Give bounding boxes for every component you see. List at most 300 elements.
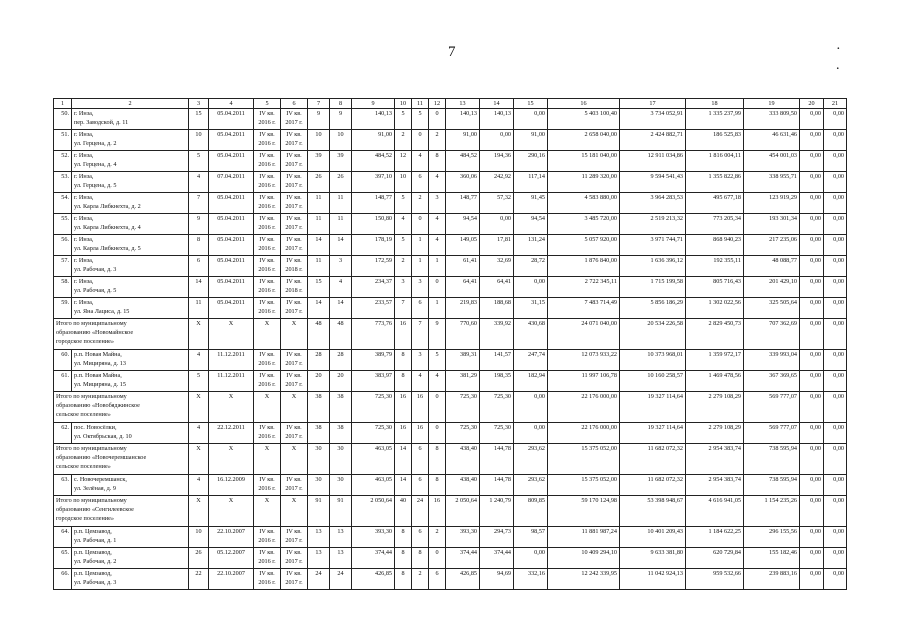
value-cell-c10: 8: [395, 350, 412, 371]
value-cell-c10: 16: [395, 392, 412, 423]
value-cell-c11: 4: [412, 151, 429, 172]
value-cell-c17: 1 636 396,12: [620, 256, 686, 277]
subtotal-label: Итого по муниципальному образованию «Cенгилеевское городское поселение»: [54, 496, 189, 527]
value-cell-c15: 809,85: [514, 496, 548, 527]
value-cell-c21: 0,00: [824, 423, 847, 444]
value-cell-c20: 0,00: [800, 109, 824, 130]
value-cell-c10: 16: [395, 423, 412, 444]
value-cell-c3: 14: [189, 277, 209, 298]
value-cell-c14: 294,73: [480, 527, 514, 548]
value-cell-c16: 15 375 052,00: [548, 475, 620, 496]
value-cell-c10: 3: [395, 277, 412, 298]
value-cell-c20: 0,00: [800, 496, 824, 527]
value-cell-c4: 05.04.2011: [209, 298, 254, 319]
value-cell-c4: X: [209, 496, 254, 527]
value-cell-c12: 8: [429, 444, 446, 475]
value-cell-c11: 6: [412, 172, 429, 193]
value-cell-c17: 20 534 226,58: [620, 319, 686, 350]
value-cell-c11: 2: [412, 193, 429, 214]
value-cell-c11: 6: [412, 475, 429, 496]
value-cell-c12: 8: [429, 151, 446, 172]
value-cell-c19: 707 362,69: [744, 319, 800, 350]
value-cell-c14: 194,36: [480, 151, 514, 172]
value-cell-c13: 360,06: [446, 172, 480, 193]
value-cell-c16: 15 181 040,00: [548, 151, 620, 172]
value-cell-c6: IV кв. 2017 г.: [281, 423, 308, 444]
value-cell-c14: 57,32: [480, 193, 514, 214]
value-cell-c20: 0,00: [800, 151, 824, 172]
value-cell-c21: 0,00: [824, 109, 847, 130]
value-cell-c20: 0,00: [800, 527, 824, 548]
value-cell-c15: 28,72: [514, 256, 548, 277]
value-cell-c21: 0,00: [824, 527, 847, 548]
value-cell-c5: IV кв. 2016 г.: [254, 298, 281, 319]
value-cell-c10: 8: [395, 527, 412, 548]
value-cell-c13: 725,30: [446, 392, 480, 423]
value-cell-c4: 05.04.2011: [209, 235, 254, 256]
value-cell-c13: 219,83: [446, 298, 480, 319]
subtotal-label: Итого по муниципальному образованию «Новомайнское городское поселение»: [54, 319, 189, 350]
value-cell-c11: 8: [412, 548, 429, 569]
value-cell-c4: 11.12.2011: [209, 350, 254, 371]
value-cell-c16: 12 242 339,95: [548, 569, 620, 590]
value-cell-c18: 773 205,34: [686, 214, 744, 235]
address-cell: г. Инза, ул. Герцена, д. 4: [72, 151, 189, 172]
value-cell-c10: 5: [395, 235, 412, 256]
value-cell-c21: 0,00: [824, 350, 847, 371]
value-cell-c12: 6: [429, 569, 446, 590]
value-cell-c5: IV кв. 2016 г.: [254, 371, 281, 392]
value-cell-c6: IV кв. 2017 г.: [281, 172, 308, 193]
value-cell-c17: 9 633 381,80: [620, 548, 686, 569]
value-cell-c7: 38: [308, 423, 330, 444]
value-cell-c3: 8: [189, 235, 209, 256]
table-row: [54, 569, 847, 590]
value-cell-c4: X: [209, 392, 254, 423]
value-cell-c5: X: [254, 392, 281, 423]
value-cell-c19: 367 369,65: [744, 371, 800, 392]
value-cell-c13: 389,31: [446, 350, 480, 371]
column-number-cell: 21: [824, 99, 847, 109]
value-cell-c18: 495 677,18: [686, 193, 744, 214]
value-cell-c12: 8: [429, 475, 446, 496]
value-cell-c4: 05.04.2011: [209, 193, 254, 214]
table-row: [54, 298, 847, 319]
value-cell-c8: 13: [330, 527, 352, 548]
value-cell-c10: 10: [395, 172, 412, 193]
column-number-cell: 15: [514, 99, 548, 109]
table-row: [54, 151, 847, 172]
subtotal-label: Итого по муниципальному образованию «Новочеремшанское сельское поселение»: [54, 444, 189, 475]
value-cell-c14: 242,92: [480, 172, 514, 193]
value-cell-c19: 193 301,34: [744, 214, 800, 235]
value-cell-c15: 91,45: [514, 193, 548, 214]
value-cell-c18: 2 954 383,74: [686, 444, 744, 475]
value-cell-c13: 770,60: [446, 319, 480, 350]
row-number-cell: 59.: [54, 298, 72, 319]
value-cell-c17: 2 424 882,71: [620, 130, 686, 151]
value-cell-c4: X: [209, 319, 254, 350]
row-number-cell: 51.: [54, 130, 72, 151]
value-cell-c5: IV кв. 2016 г.: [254, 569, 281, 590]
value-cell-c9: 426,85: [352, 569, 395, 590]
value-cell-c8: 38: [330, 392, 352, 423]
housing-program-table: [53, 98, 847, 590]
column-number-cell: 6: [281, 99, 308, 109]
value-cell-c12: 2: [429, 130, 446, 151]
value-cell-c13: 61,41: [446, 256, 480, 277]
value-cell-c16: 59 170 124,98: [548, 496, 620, 527]
value-cell-c10: 12: [395, 151, 412, 172]
column-number-cell: 16: [548, 99, 620, 109]
value-cell-c21: 0,00: [824, 548, 847, 569]
value-cell-c17: 1 715 199,58: [620, 277, 686, 298]
value-cell-c5: IV кв. 2016 г.: [254, 256, 281, 277]
value-cell-c14: 198,35: [480, 371, 514, 392]
value-cell-c18: 1 355 822,86: [686, 172, 744, 193]
value-cell-c3: X: [189, 496, 209, 527]
value-cell-c9: 148,77: [352, 193, 395, 214]
value-cell-c17: 3 734 052,91: [620, 109, 686, 130]
value-cell-c10: 5: [395, 109, 412, 130]
value-cell-c17: 19 327 114,64: [620, 423, 686, 444]
value-cell-c18: 1 359 972,17: [686, 350, 744, 371]
subtotal-label: Итого по муниципальному образованию «Новобяджинское сельское поселение»: [54, 392, 189, 423]
column-number-cell: 19: [744, 99, 800, 109]
value-cell-c3: 4: [189, 172, 209, 193]
value-cell-c13: 149,05: [446, 235, 480, 256]
value-cell-c6: IV кв. 2017 г.: [281, 548, 308, 569]
value-cell-c15: 247,74: [514, 350, 548, 371]
value-cell-c20: 0,00: [800, 392, 824, 423]
value-cell-c11: 24: [412, 496, 429, 527]
value-cell-c9: 172,59: [352, 256, 395, 277]
value-cell-c16: 12 073 933,22: [548, 350, 620, 371]
value-cell-c6: IV кв. 2017 г.: [281, 350, 308, 371]
value-cell-c19: 123 919,29: [744, 193, 800, 214]
value-cell-c8: 3: [330, 256, 352, 277]
column-number-cell: 9: [352, 99, 395, 109]
value-cell-c18: 959 532,66: [686, 569, 744, 590]
value-cell-c13: 374,44: [446, 548, 480, 569]
page-number: 7: [448, 44, 456, 60]
value-cell-c17: 2 519 213,32: [620, 214, 686, 235]
value-cell-c6: X: [281, 392, 308, 423]
value-cell-c3: 4: [189, 423, 209, 444]
value-cell-c6: IV кв. 2017 г.: [281, 193, 308, 214]
value-cell-c5: IV кв. 2016 г.: [254, 109, 281, 130]
value-cell-c19: 738 595,94: [744, 475, 800, 496]
address-cell: р.п. Цемзавод, ул. Рабочая, д. 1: [72, 527, 189, 548]
value-cell-c20: 0,00: [800, 277, 824, 298]
value-cell-c3: X: [189, 444, 209, 475]
value-cell-c17: 3 964 283,53: [620, 193, 686, 214]
value-cell-c13: 438,40: [446, 444, 480, 475]
value-cell-c10: 16: [395, 319, 412, 350]
value-cell-c3: X: [189, 319, 209, 350]
value-cell-c11: 5: [412, 109, 429, 130]
value-cell-c8: 39: [330, 151, 352, 172]
value-cell-c9: 374,44: [352, 548, 395, 569]
value-cell-c21: 0,00: [824, 172, 847, 193]
value-cell-c13: 484,52: [446, 151, 480, 172]
row-number-cell: 50.: [54, 109, 72, 130]
value-cell-c3: 10: [189, 527, 209, 548]
value-cell-c4: 05.04.2011: [209, 130, 254, 151]
value-cell-c4: 07.04.2011: [209, 172, 254, 193]
value-cell-c7: 13: [308, 548, 330, 569]
value-cell-c15: 293,62: [514, 475, 548, 496]
value-cell-c9: 463,05: [352, 444, 395, 475]
value-cell-c21: 0,00: [824, 475, 847, 496]
value-cell-c14: 140,13: [480, 109, 514, 130]
value-cell-c13: 725,30: [446, 423, 480, 444]
value-cell-c11: 3: [412, 277, 429, 298]
value-cell-c7: 38: [308, 392, 330, 423]
value-cell-c5: IV кв. 2016 г.: [254, 235, 281, 256]
value-cell-c18: 192 355,11: [686, 256, 744, 277]
value-cell-c5: IV кв. 2016 г.: [254, 548, 281, 569]
value-cell-c18: 4 616 941,05: [686, 496, 744, 527]
value-cell-c21: 0,00: [824, 496, 847, 527]
subtotal-row: [54, 444, 847, 475]
value-cell-c21: 0,00: [824, 392, 847, 423]
value-cell-c8: 10: [330, 130, 352, 151]
value-cell-c12: 4: [429, 371, 446, 392]
value-cell-c4: X: [209, 444, 254, 475]
row-number-cell: 56.: [54, 235, 72, 256]
value-cell-c16: 7 483 714,49: [548, 298, 620, 319]
row-number-cell: 57.: [54, 256, 72, 277]
value-cell-c19: 201 429,10: [744, 277, 800, 298]
value-cell-c4: 05.04.2011: [209, 109, 254, 130]
value-cell-c5: X: [254, 444, 281, 475]
value-cell-c19: 48 088,77: [744, 256, 800, 277]
column-number-cell: 17: [620, 99, 686, 109]
value-cell-c20: 0,00: [800, 444, 824, 475]
value-cell-c11: 6: [412, 527, 429, 548]
value-cell-c18: 186 525,83: [686, 130, 744, 151]
value-cell-c21: 0,00: [824, 444, 847, 475]
column-number-cell: 4: [209, 99, 254, 109]
table-row: [54, 548, 847, 569]
value-cell-c11: 4: [412, 371, 429, 392]
value-cell-c15: 0,00: [514, 392, 548, 423]
value-cell-c3: 9: [189, 214, 209, 235]
value-cell-c16: 5 403 100,40: [548, 109, 620, 130]
value-cell-c5: IV кв. 2016 г.: [254, 214, 281, 235]
value-cell-c6: IV кв. 2017 г.: [281, 475, 308, 496]
value-cell-c9: 91,00: [352, 130, 395, 151]
value-cell-c7: 10: [308, 130, 330, 151]
value-cell-c21: 0,00: [824, 569, 847, 590]
value-cell-c12: 4: [429, 214, 446, 235]
table-row: [54, 371, 847, 392]
value-cell-c8: 14: [330, 298, 352, 319]
value-cell-c14: 725,30: [480, 423, 514, 444]
value-cell-c5: IV кв. 2016 г.: [254, 172, 281, 193]
value-cell-c11: 6: [412, 444, 429, 475]
value-cell-c6: IV кв. 2017 г.: [281, 130, 308, 151]
value-cell-c6: X: [281, 444, 308, 475]
column-number-cell: 5: [254, 99, 281, 109]
value-cell-c12: 9: [429, 319, 446, 350]
value-cell-c21: 0,00: [824, 214, 847, 235]
value-cell-c3: 7: [189, 193, 209, 214]
value-cell-c11: 16: [412, 392, 429, 423]
address-cell: г. Инза, ул. Карла Либкнехта, д. 2: [72, 193, 189, 214]
value-cell-c12: 4: [429, 235, 446, 256]
value-cell-c10: 14: [395, 444, 412, 475]
value-cell-c17: 10 401 209,43: [620, 527, 686, 548]
value-cell-c12: 2: [429, 527, 446, 548]
value-cell-c7: 11: [308, 193, 330, 214]
value-cell-c4: 22.10.2007: [209, 527, 254, 548]
value-cell-c20: 0,00: [800, 193, 824, 214]
address-cell: г. Инза, ул. Герцена, д. 2: [72, 130, 189, 151]
value-cell-c14: 141,57: [480, 350, 514, 371]
value-cell-c14: 725,30: [480, 392, 514, 423]
value-cell-c21: 0,00: [824, 298, 847, 319]
value-cell-c15: 117,14: [514, 172, 548, 193]
value-cell-c16: 15 375 052,00: [548, 444, 620, 475]
value-cell-c13: 94,54: [446, 214, 480, 235]
row-number-cell: 66.: [54, 569, 72, 590]
table-row: [54, 350, 847, 371]
value-cell-c19: 217 235,06: [744, 235, 800, 256]
value-cell-c9: 484,52: [352, 151, 395, 172]
value-cell-c11: 16: [412, 423, 429, 444]
address-cell: с. Новочеремшанск, ул. Зелёная, д. 9: [72, 475, 189, 496]
value-cell-c14: 64,41: [480, 277, 514, 298]
value-cell-c21: 0,00: [824, 277, 847, 298]
value-cell-c14: 188,68: [480, 298, 514, 319]
value-cell-c15: 0,00: [514, 548, 548, 569]
value-cell-c16: 1 876 840,00: [548, 256, 620, 277]
row-number-cell: 63.: [54, 475, 72, 496]
table-row: [54, 109, 847, 130]
value-cell-c7: 28: [308, 350, 330, 371]
value-cell-c21: 0,00: [824, 319, 847, 350]
value-cell-c18: 1 184 622,25: [686, 527, 744, 548]
value-cell-c15: 0,00: [514, 423, 548, 444]
value-cell-c16: 2 658 040,00: [548, 130, 620, 151]
value-cell-c20: 0,00: [800, 371, 824, 392]
row-number-cell: 53.: [54, 172, 72, 193]
value-cell-c6: IV кв. 2017 г.: [281, 298, 308, 319]
value-cell-c12: 0: [429, 423, 446, 444]
value-cell-c12: 1: [429, 298, 446, 319]
value-cell-c19: 338 955,71: [744, 172, 800, 193]
value-cell-c16: 11 997 106,78: [548, 371, 620, 392]
subtotal-row: [54, 319, 847, 350]
corner-marks: · .: [836, 42, 863, 73]
value-cell-c7: 11: [308, 256, 330, 277]
value-cell-c11: 0: [412, 214, 429, 235]
value-cell-c9: 140,13: [352, 109, 395, 130]
value-cell-c18: 1 469 478,56: [686, 371, 744, 392]
value-cell-c4: 05.04.2011: [209, 277, 254, 298]
value-cell-c12: 3: [429, 193, 446, 214]
value-cell-c19: 454 001,03: [744, 151, 800, 172]
value-cell-c9: 234,37: [352, 277, 395, 298]
value-cell-c14: 1 240,79: [480, 496, 514, 527]
value-cell-c16: 11 881 987,24: [548, 527, 620, 548]
column-number-cell: 11: [412, 99, 429, 109]
value-cell-c17: 11 682 072,32: [620, 444, 686, 475]
value-cell-c5: IV кв. 2016 г.: [254, 130, 281, 151]
value-cell-c12: 4: [429, 172, 446, 193]
value-cell-c15: 98,57: [514, 527, 548, 548]
value-cell-c17: 9 594 541,43: [620, 172, 686, 193]
address-cell: р.п. Цемзавод, ул. Рабочая, д. 2: [72, 548, 189, 569]
table-row: [54, 475, 847, 496]
value-cell-c18: 2 829 450,73: [686, 319, 744, 350]
value-cell-c9: 178,19: [352, 235, 395, 256]
value-cell-c16: 4 583 880,00: [548, 193, 620, 214]
value-cell-c3: 6: [189, 256, 209, 277]
value-cell-c9: 2 050,64: [352, 496, 395, 527]
row-number-cell: 54.: [54, 193, 72, 214]
value-cell-c15: 182,94: [514, 371, 548, 392]
value-cell-c16: 5 057 920,00: [548, 235, 620, 256]
value-cell-c20: 0,00: [800, 548, 824, 569]
value-cell-c15: 91,00: [514, 130, 548, 151]
value-cell-c6: IV кв. 2017 г.: [281, 371, 308, 392]
value-cell-c17: 12 911 034,86: [620, 151, 686, 172]
address-cell: г. Инза, ул. Карла Либкнехта, д. 5: [72, 235, 189, 256]
row-number-cell: 61.: [54, 371, 72, 392]
value-cell-c21: 0,00: [824, 193, 847, 214]
address-cell: пос. Новосёлки, ул. Октябрьская, д. 10: [72, 423, 189, 444]
value-cell-c18: 2 279 108,29: [686, 392, 744, 423]
value-cell-c5: IV кв. 2016 г.: [254, 193, 281, 214]
table-row: [54, 256, 847, 277]
value-cell-c17: 53 398 948,67: [620, 496, 686, 527]
value-cell-c8: 11: [330, 214, 352, 235]
value-cell-c11: 2: [412, 569, 429, 590]
value-cell-c6: IV кв. 2018 г.: [281, 256, 308, 277]
value-cell-c15: 94,54: [514, 214, 548, 235]
value-cell-c6: IV кв. 2017 г.: [281, 214, 308, 235]
value-cell-c11: 6: [412, 298, 429, 319]
value-cell-c11: 7: [412, 319, 429, 350]
value-cell-c5: IV кв. 2016 г.: [254, 277, 281, 298]
value-cell-c5: IV кв. 2016 г.: [254, 423, 281, 444]
value-cell-c9: 393,30: [352, 527, 395, 548]
value-cell-c7: 30: [308, 444, 330, 475]
value-cell-c9: 773,76: [352, 319, 395, 350]
table-row: [54, 235, 847, 256]
value-cell-c14: 32,69: [480, 256, 514, 277]
value-cell-c5: IV кв. 2016 г.: [254, 151, 281, 172]
value-cell-c18: 805 716,43: [686, 277, 744, 298]
address-cell: р.п. Цемзавод, ул. Рабочая, д. 3: [72, 569, 189, 590]
value-cell-c3: 22: [189, 569, 209, 590]
value-cell-c21: 0,00: [824, 371, 847, 392]
value-cell-c15: 0,00: [514, 277, 548, 298]
value-cell-c17: 11 042 924,13: [620, 569, 686, 590]
value-cell-c20: 0,00: [800, 130, 824, 151]
value-cell-c8: 9: [330, 109, 352, 130]
row-number-cell: 60.: [54, 350, 72, 371]
value-cell-c8: 14: [330, 235, 352, 256]
value-cell-c10: 14: [395, 475, 412, 496]
value-cell-c3: 11: [189, 298, 209, 319]
value-cell-c17: 19 327 114,64: [620, 392, 686, 423]
table-row: [54, 172, 847, 193]
value-cell-c12: 5: [429, 350, 446, 371]
